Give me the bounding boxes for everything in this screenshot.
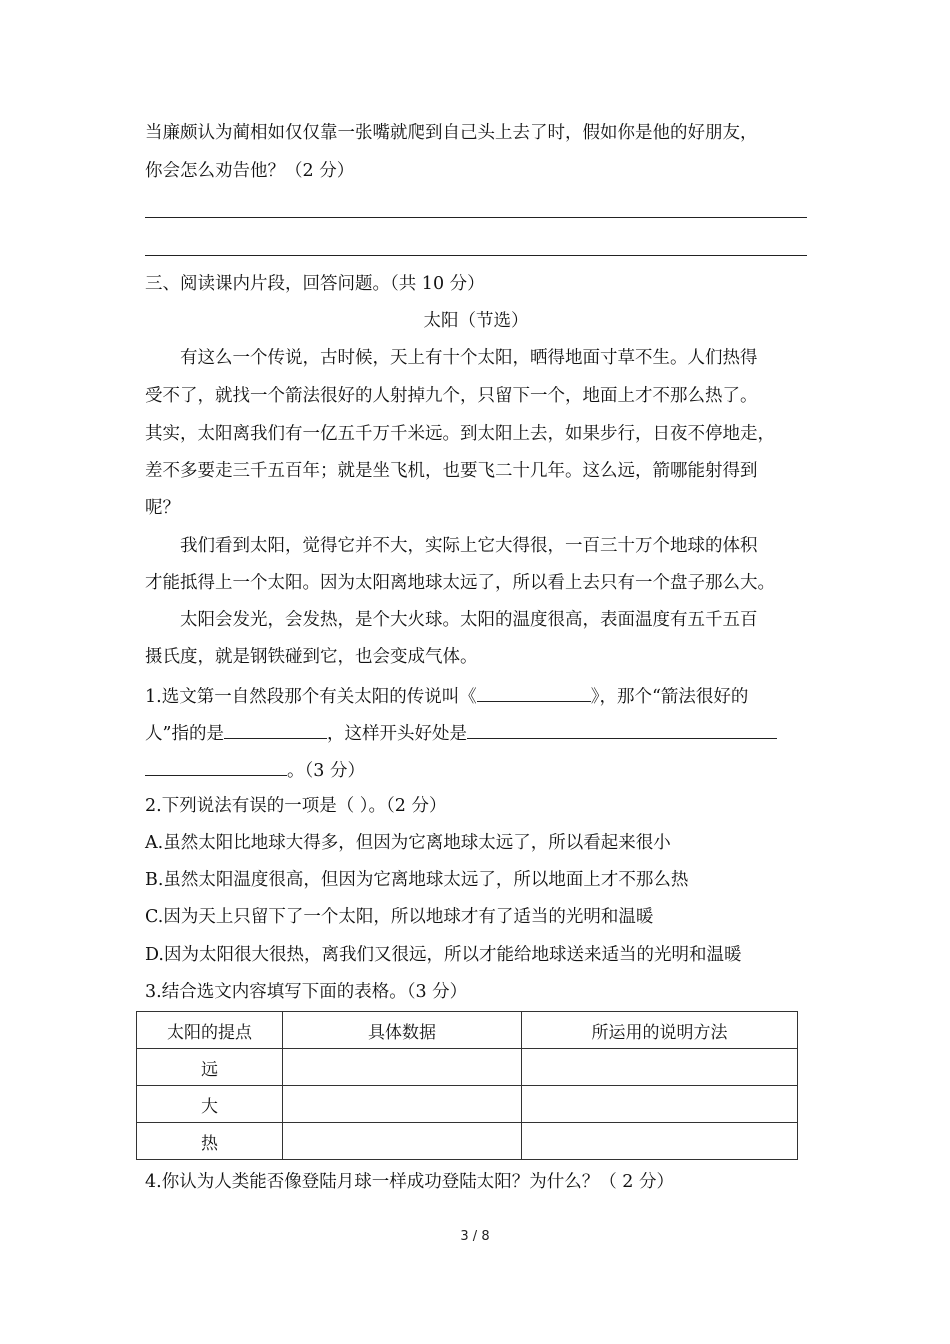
question-text: 人”指的是 (145, 724, 224, 744)
table-header: 所运用的说明方法 (522, 1012, 798, 1049)
option-d[interactable]: D.因为太阳很大很热，离我们又很远，所以才能给地球送来适当的光明和温暖 (145, 945, 742, 965)
table-row (137, 1049, 798, 1086)
answer-cell[interactable] (522, 1123, 798, 1160)
fill-blank[interactable] (467, 720, 777, 739)
question-2: 2.下列说法有误的一项是（ ）。（2 分） (145, 796, 447, 816)
option-b[interactable]: B.虽然太阳温度很高，但因为它离地球太远了，所以地面上才不那么热 (145, 870, 689, 890)
passage-line: 受不了，就找一个箭法很好的人射掉九个，只留下一个，地面上才不那么热了。 (145, 386, 758, 406)
table-header-row (137, 1012, 798, 1049)
answer-line (145, 217, 807, 218)
question-1-cont (145, 720, 807, 746)
fill-blank[interactable] (145, 757, 287, 776)
fill-blank[interactable] (224, 720, 327, 739)
passage-line: 才能抵得上一个太阳。因为太阳离地球太远了，所以看上去只有一个盘子那么大。 (145, 573, 775, 593)
question-text: 》，那个“箭法很好的 (590, 687, 749, 707)
question-text: 。（3 分） (287, 761, 365, 781)
passage-line: 差不多要走三千五百年；就是坐飞机，也要飞二十几年。这么远，箭哪能射得到 (145, 461, 758, 481)
fill-blank[interactable] (477, 683, 591, 702)
row-label: 大 (137, 1086, 283, 1123)
passage-line: 其实，太阳离我们有一亿五千万千米远。到太阳上去，如果步行，日夜不停地走， (145, 424, 775, 444)
question-text: 你会怎么劝告他？（2 分） (145, 161, 355, 181)
option-a[interactable]: A.虽然太阳比地球大得多，但因为它离地球太远了，所以看起来很小 (145, 833, 671, 853)
question-1 (145, 683, 807, 709)
answer-line (145, 255, 807, 256)
passage-title: 太阳（节选） (423, 311, 529, 331)
question-1-cont (145, 757, 807, 783)
passage-line: 我们看到太阳，觉得它并不大，实际上它大得很，一百三十万个地球的体积 (180, 536, 758, 556)
table-header: 太阳的提点 (137, 1012, 283, 1049)
row-label: 远 (137, 1049, 283, 1086)
passage-line: 呢？ (145, 498, 180, 518)
option-c[interactable]: C.因为天上只留下了一个太阳，所以地球才有了适当的光明和温暖 (145, 907, 654, 927)
table-header: 具体数据 (283, 1012, 522, 1049)
question-text: 当廉颇认为蔺相如仅仅靠一张嘴就爬到自己头上去了时，假如你是他的好朋友， (145, 123, 758, 143)
answer-cell[interactable] (522, 1049, 798, 1086)
section-heading: 三、阅读课内片段，回答问题。（共 10 分） (145, 274, 485, 294)
table-row (137, 1086, 798, 1123)
question-text: ，这样开头好处是 (326, 724, 467, 744)
answer-cell[interactable] (283, 1049, 522, 1086)
passage-line: 有这么一个传说，古时候，天上有十个太阳，晒得地面寸草不生。人们热得 (180, 348, 758, 368)
page-number: 3 / 8 (460, 1229, 490, 1244)
answer-cell[interactable] (283, 1086, 522, 1123)
question-3: 3.结合选文内容填写下面的表格。（3 分） (145, 982, 468, 1002)
question-4: 4.你认为人类能否像登陆月球一样成功登陆太阳？为什么？（ 2 分） (145, 1172, 674, 1192)
table-row (137, 1123, 798, 1160)
question-text: 1.选文第一自然段那个有关太阳的传说叫《 (145, 687, 477, 707)
answer-cell[interactable] (283, 1123, 522, 1160)
passage-line: 摄氏度，就是钢铁碰到它，也会变成气体。 (145, 647, 478, 667)
answer-cell[interactable] (522, 1086, 798, 1123)
answer-table (136, 1011, 798, 1160)
passage-line: 太阳会发光，会发热，是个大火球。太阳的温度很高，表面温度有五千五百 (180, 610, 758, 630)
row-label: 热 (137, 1123, 283, 1160)
